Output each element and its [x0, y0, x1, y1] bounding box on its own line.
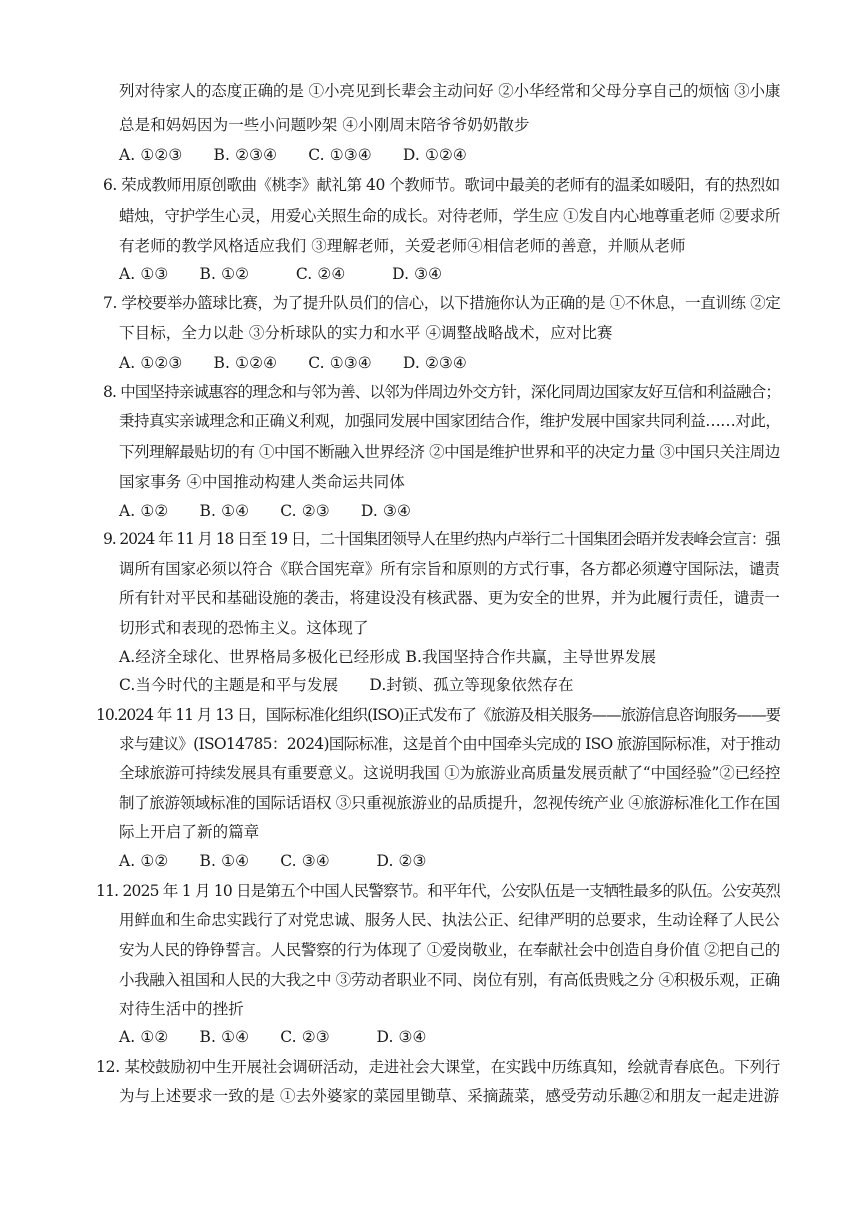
question-8-line-4: 国家事务 ④中国推动构建人类命运共同体	[119, 473, 405, 491]
question-9-line-2: 调所有国家必须以符合《联合国宪章》所有宗旨和原则的方式行事，各方都必须遵守国际法，谴责	[119, 560, 780, 578]
question-7-line-2: 下目标，全力以赴 ③分析球队的实力和水平 ④调整战略战术，应对比赛	[119, 324, 613, 342]
question-8-options: A. ①② B. ①④ C. ②③ D. ③④	[119, 502, 411, 520]
question-9-options-ab: A.经济全球化、世界格局多极化已经形成 B.我国坚持合作共赢，主导世界发展	[119, 648, 657, 666]
question-8-line-2: 秉持真实亲诚理念和正确义利观，加强同发展中国家团结合作，维护发展中国家共同利益……对此，	[119, 412, 781, 430]
question-11-line-3: 安为人民的铮铮誓言。人民警察的行为体现了 ①爱岗敬业，在奉献社会中创造自身价值 ②把自己的	[119, 941, 780, 959]
question-11-line-1: 11. 2025 年 1 月 10 日是第五个中国人民警察节。和平年代，公安队伍是一支牺牲最多的队伍。公安英烈	[96, 882, 781, 900]
question-5-line-1: 列对待家人的态度正确的是 ①小亮见到长辈会主动问好 ②小华经常和父母分享自己的烦恼 ③小康	[119, 82, 781, 100]
question-10-line-1: 10.2024 年 11 月 13 日，国际标准化组织(ISO)正式发布了《旅游及相关服务——旅游信息咨询服务——要	[96, 706, 781, 724]
question-6-line-1: 6. 荣成教师用原创歌曲《桃李》献礼第 40 个教师节。歌词中最美的老师有的温柔如暖阳，有的热烈如	[103, 176, 780, 194]
question-12-line-2: 为与上述要求一致的是 ①去外婆家的菜园里锄草、采摘蔬菜，感受劳动乐趣②和朋友一起走进游	[119, 1087, 780, 1105]
question-9-line-4: 切形式和表现的恐怖主义。这体现了	[119, 619, 369, 637]
question-10-line-4: 制了旅游领域标准的国际话语权 ③只重视旅游业的品质提升，忽视传统产业 ④旅游标准化工作在国	[119, 794, 780, 812]
question-7-options: A. ①②③ B. ①②④ C. ①③④ D. ②③④	[119, 354, 467, 372]
question-5-line-2: 总是和妈妈因为一些小问题吵架 ④小刚周末陪爷爷奶奶散步	[119, 116, 530, 134]
question-10-options: A. ①② B. ①④ C. ③④ D. ②③	[119, 852, 427, 870]
question-5-options: A. ①②③ B. ②③④ C. ①③④ D. ①②④	[119, 146, 467, 164]
question-11-options: A. ①② B. ①④ C. ②③ D. ③④	[119, 1028, 427, 1046]
question-10-line-2: 求与建议》(ISO14785：2024)国际标准，这是首个由中国牵头完成的 ISO 旅游国际标准，对于推动	[119, 735, 780, 753]
question-6-line-3: 有老师的教学风格适应我们 ③理解老师，关爱老师④相信老师的善意，并顺从老师	[119, 237, 686, 255]
question-9-line-3: 所有针对平民和基础设施的袭击，将建设没有核武器、更为安全的世界，并为此履行责任，谴责一	[119, 589, 780, 607]
question-11-line-4: 小我融入祖国和人民的大我之中 ③劳动者职业不同、岗位有别，有高低贵贱之分 ④积极乐观，正确	[119, 971, 780, 989]
question-11-line-5: 对待生活中的挫折	[119, 1000, 244, 1018]
question-9-line-1: 9. 2024 年 11 月 18 日至 19 日，二十国集团领导人在里约热内卢举行二十国集团会晤并发表峰会宣言：强	[103, 530, 780, 548]
question-10-line-3: 全球旅游可持续发展具有重要意义。这说明我国 ①为旅游业高质量发展贡献了“中国经验”②已经控	[119, 764, 781, 782]
question-8-line-3: 下列理解最贴切的有 ①中国不断融入世界经济 ②中国是维护世界和平的决定力量 ③中国只关注周边	[119, 443, 780, 461]
question-7-line-1: 7. 学校要举办篮球比赛，为了提升队员们的信心，以下措施你认为正确的是 ①不休息，一直训练 ②定	[103, 294, 781, 312]
question-9-options-cd: C.当今时代的主题是和平与发展 D.封锁、孤立等现象依然存在	[119, 676, 574, 694]
question-11-line-2: 用鲜血和生命忠实践行了对党忠诚、服务人民、执法公正、纪律严明的总要求，生动诠释了人民公	[119, 911, 780, 929]
question-6-options: A. ①③ B. ①② C. ②④ D. ③④	[119, 265, 443, 283]
question-6-line-2: 蜡烛，守护学生心灵，用爱心关照生命的成长。对待老师，学生应 ①发自内心地尊重老师 ②要求所	[119, 207, 780, 225]
question-10-line-5: 际上开启了新的篇章	[119, 823, 260, 841]
question-12-line-1: 12. 某校鼓励初中生开展社会调研活动，走进社会大课堂，在实践中历练真知，绘就青春底色。下列行	[96, 1058, 781, 1076]
question-8-line-1: 8. 中国坚持亲诚惠容的理念和与邻为善、以邻为伴周边外交方针，深化同周边国家友好互信和利益融合；	[103, 383, 781, 401]
